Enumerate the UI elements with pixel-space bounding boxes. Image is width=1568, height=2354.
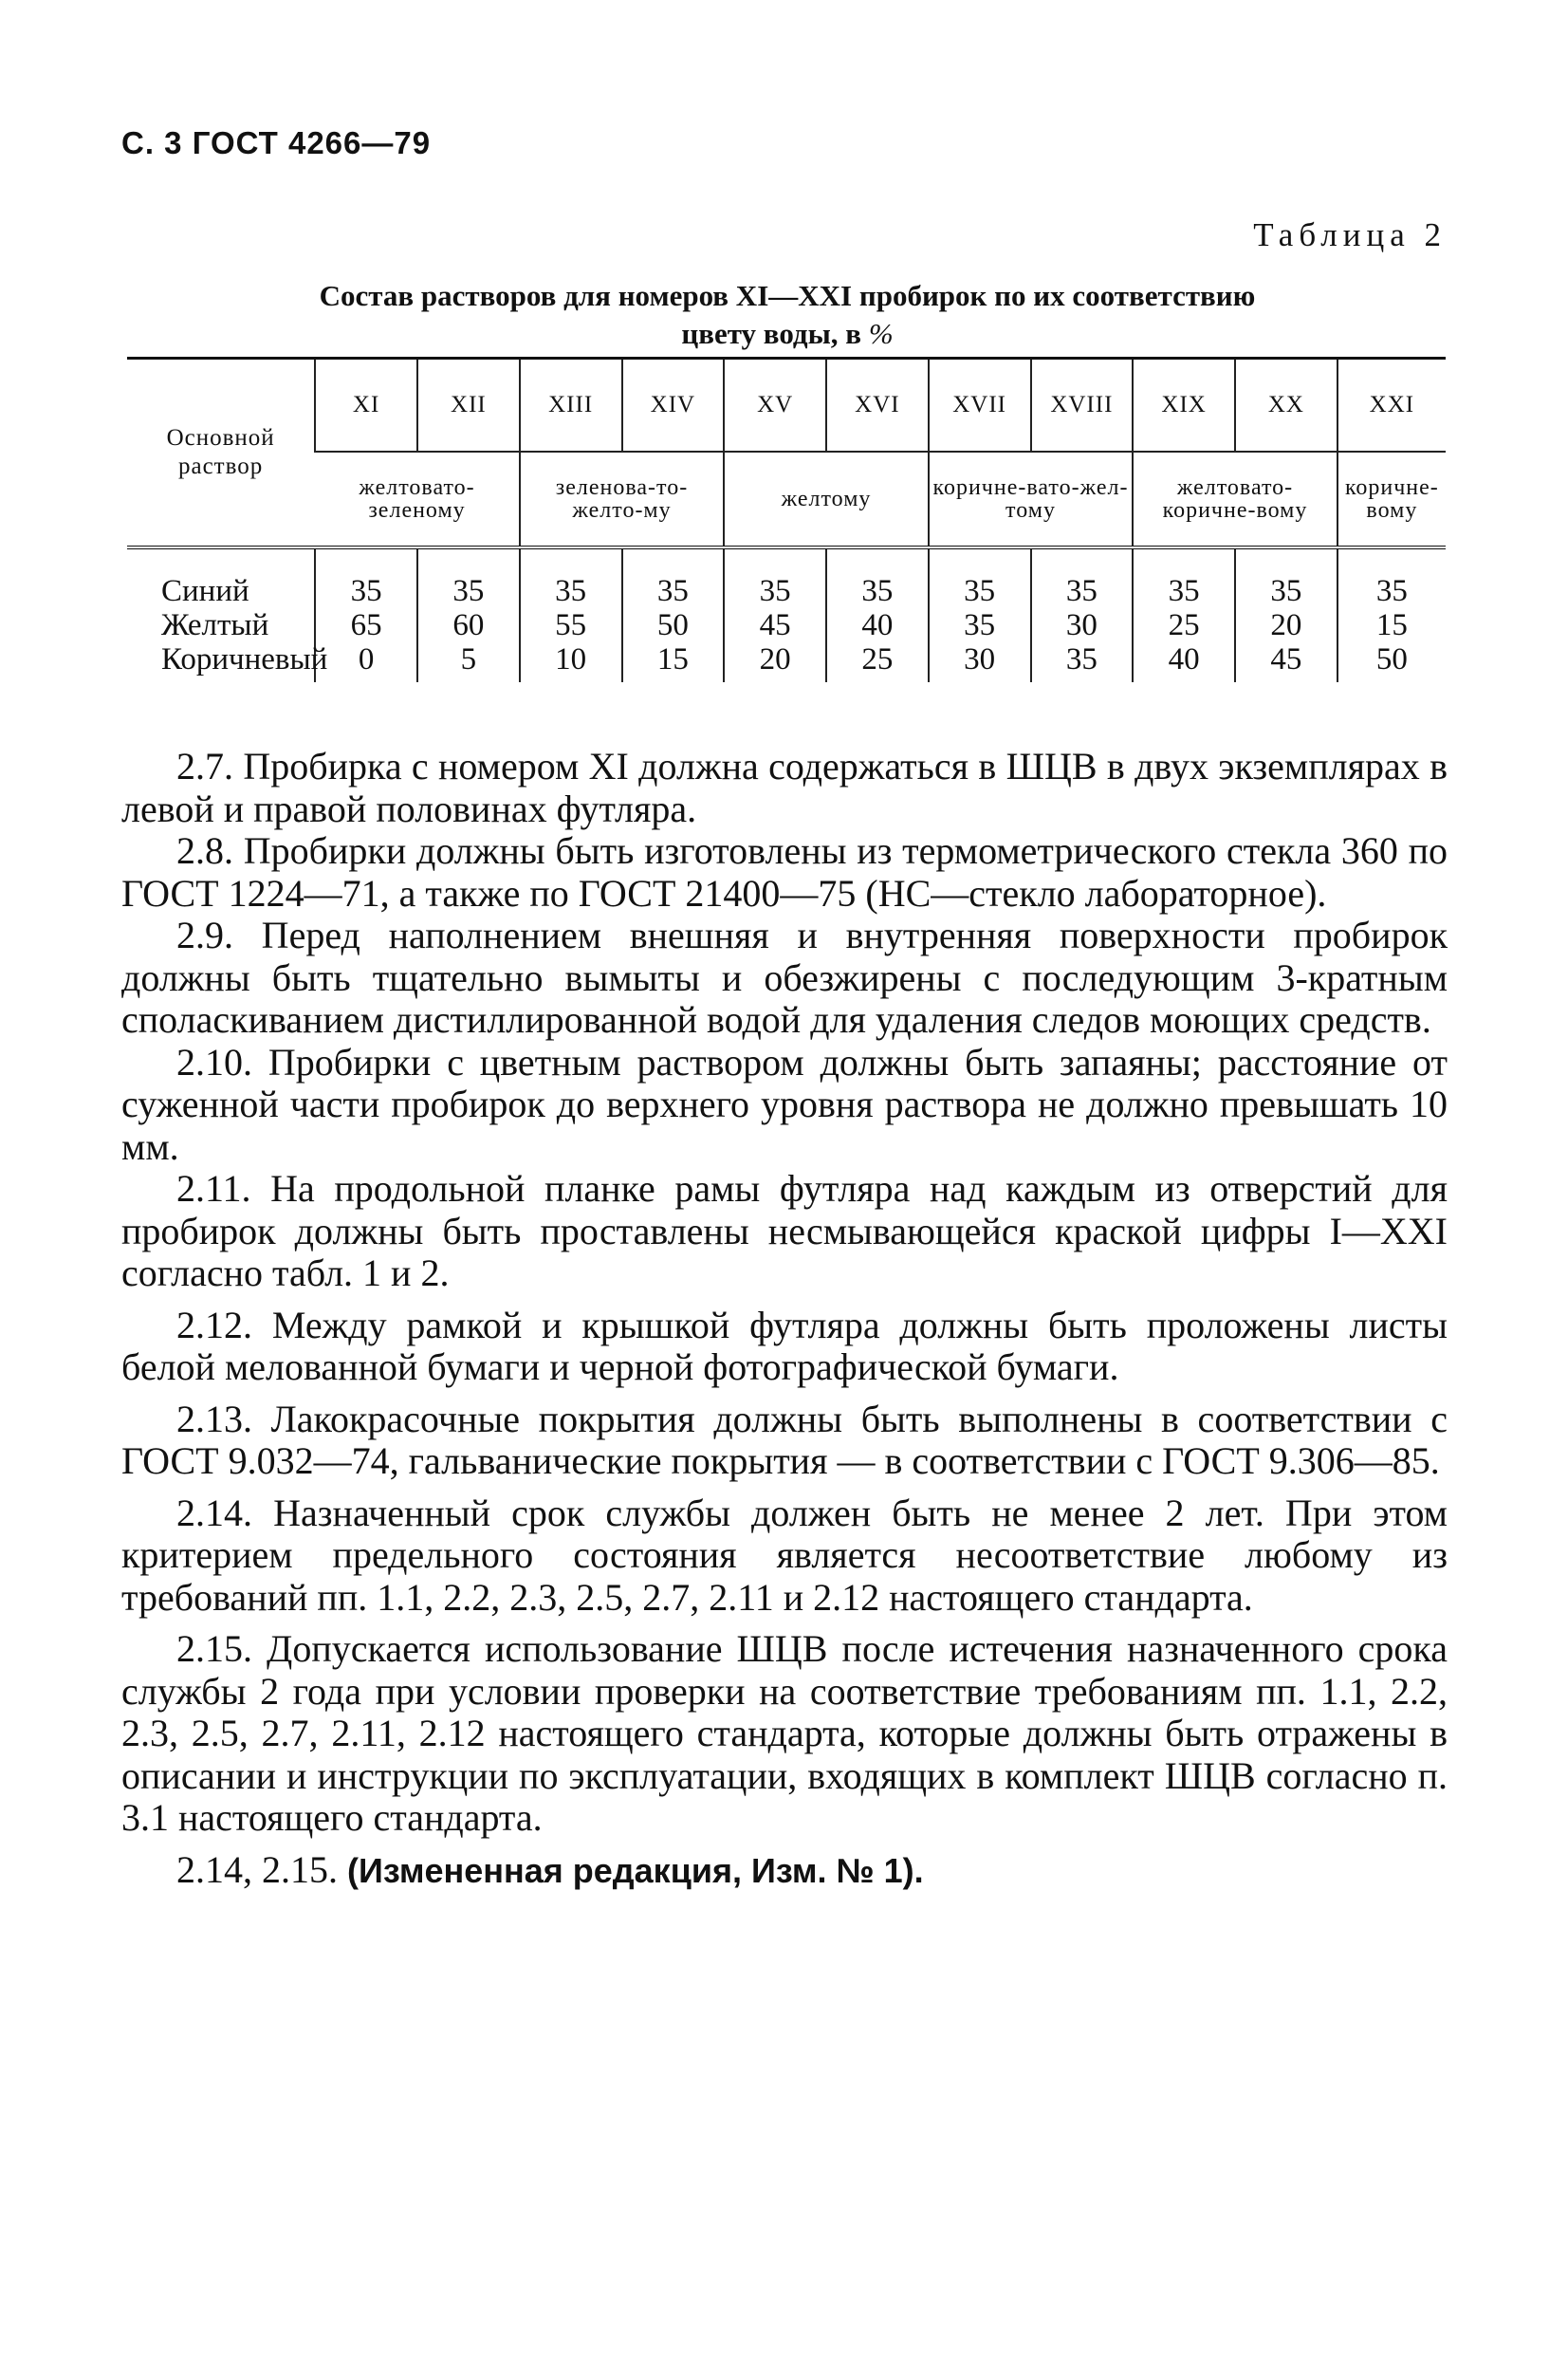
value-cell: 45 (759, 608, 791, 642)
value-cell: 25 (861, 642, 894, 677)
value-cell: 25 (1168, 608, 1200, 642)
values-cell-xvii (929, 547, 1031, 682)
value-cell: 55 (555, 608, 587, 642)
col-header-xiv: XIV (622, 359, 725, 453)
value-cell: 5 (460, 642, 477, 677)
value-cell: 15 (1375, 608, 1408, 642)
value-cell: 35 (1270, 574, 1302, 608)
table-label: Таблица 2 (1253, 216, 1447, 253)
amendment-note (121, 1849, 1448, 1893)
values-cell-xvi (826, 547, 929, 682)
col-header-xii: XII (417, 359, 520, 453)
value-cell: 35 (452, 574, 485, 608)
value-cell: 20 (759, 642, 791, 677)
paragraph-2-7: 2.7. Пробирка с номером XI должна содержаться в ШЦВ в двух экземплярах в левой и правой половинах футляра. (121, 745, 1448, 830)
paragraph-2-11: 2.11. На продольной планке рамы футляра над каждым из отверстий для пробирок должны быть проставлены несмывающейся краской цифры I—XXI согласно табл. 1 и 2. (121, 1167, 1448, 1294)
value-cell: 40 (1168, 642, 1200, 677)
col-header-xx: XX (1235, 359, 1337, 453)
value-cell: 10 (555, 642, 587, 677)
col-header-xxi: XXI (1337, 359, 1446, 453)
color-group-3: желтому (724, 452, 929, 547)
value-cell: 35 (861, 574, 894, 608)
value-cell: 35 (964, 574, 996, 608)
value-cell: 45 (1270, 642, 1302, 677)
paragraph-2-15: 2.15. Допускается использование ШЦВ после истечения назначенного срока службы 2 года при условии проверки на соответствие требованиям пп. 1.1, 2.2, 2.3, 2.5, 2.7, 2.11, 2.12 настоящего стандарта, которые должны быть отражены в описании и инструкции по эксплуатации, входящих в комплект ШЦВ согласно п. 3.1 настоящего стандарта. (121, 1627, 1448, 1839)
row-name-yellow: Желтый (161, 608, 269, 642)
value-cell: 15 (656, 642, 689, 677)
number-header-row (127, 359, 1446, 453)
color-group-1: желтовато-зеленому (315, 452, 520, 547)
value-cell: 35 (1375, 574, 1408, 608)
col-header-xix: XIX (1133, 359, 1235, 453)
value-cell: 30 (1065, 608, 1098, 642)
paragraph-2-12: 2.12. Между рамкой и крышкой футляра должны быть проложены листы белой мелованной бумаги и черной фотографической бумаги. (121, 1303, 1448, 1388)
base-solution-header: Основной раствор (127, 359, 315, 548)
body-text (121, 746, 1448, 1892)
col-header-xvi: XVI (826, 359, 929, 453)
col-header-xvii: XVII (929, 359, 1031, 453)
paragraph-2-10: 2.10. Пробирки с цветным раствором должны быть запаяны; расстояние от суженной части пробирок до верхнего уровня раствора не должно превышать 10 мм. (121, 1040, 1448, 1168)
value-cell: 35 (759, 574, 791, 608)
caption-line-1: Состав растворов для номеров XI—XXI пробирок по их соответствию (319, 279, 1256, 312)
value-cell: 65 (350, 608, 382, 642)
value-cell: 35 (555, 574, 587, 608)
composition-table (127, 357, 1446, 682)
values-cell-xxi (1337, 547, 1446, 682)
row-names-cell (127, 547, 328, 682)
table-body-row (127, 547, 1446, 682)
row-name-brown: Коричневый (161, 642, 328, 677)
col-header-xv: XV (724, 359, 826, 453)
col-header-xi: XI (315, 359, 417, 453)
values-cell-xii (417, 547, 520, 682)
paragraph-2-14: 2.14. Назначенный срок службы должен быть не менее 2 лет. При этом критерием предельного состояния является несоответствие любому из требований пп. 1.1, 2.2, 2.3, 2.5, 2.7, 2.11 и 2.12 настоящего стандарта. (121, 1491, 1448, 1619)
value-cell: 35 (350, 574, 382, 608)
col-header-xiii: XIII (520, 359, 622, 453)
values-cell-xiii (520, 547, 622, 682)
values-cell-xi (315, 547, 417, 682)
amendment-note-bold: (Измененная редакция, Изм. № 1). (347, 1850, 924, 1890)
row-name-blue: Синий (161, 574, 249, 608)
col-header-xviii: XVIII (1031, 359, 1134, 453)
paragraph-2-8: 2.8. Пробирки должны быть изготовлены из термометрического стекла 360 по ГОСТ 1224—71, а также по ГОСТ 21400—75 (НС—стекло лабораторное). (121, 829, 1448, 915)
page-header: С. 3 ГОСТ 4266—79 (121, 125, 432, 160)
color-group-5: желтовато-коричне-вому (1133, 452, 1337, 547)
value-cell: 0 (358, 642, 375, 677)
values-cell-xix (1133, 547, 1235, 682)
values-cell-xviii (1031, 547, 1134, 682)
value-cell: 20 (1270, 608, 1302, 642)
color-header-row (127, 452, 1446, 547)
color-group-2: зеленова-то-желто-му (520, 452, 725, 547)
value-cell: 35 (964, 608, 996, 642)
table-caption (133, 277, 1442, 353)
value-cell: 35 (656, 574, 689, 608)
amendment-note-prefix: 2.14, 2.15. (176, 1847, 347, 1891)
value-cell: 60 (452, 608, 485, 642)
value-cell: 35 (1168, 574, 1200, 608)
color-group-4: коричне-вато-жел-тому (929, 452, 1134, 547)
values-cell-xv (724, 547, 826, 682)
paragraph-2-13: 2.13. Лакокрасочные покрытия должны быть выполнены в соответствии с ГОСТ 9.032—74, гальванические покрытия — в соответствии с ГОСТ 9.306—85. (121, 1397, 1448, 1482)
value-cell: 30 (964, 642, 996, 677)
value-cell: 40 (861, 608, 894, 642)
values-cell-xiv (622, 547, 725, 682)
caption-percent: % (868, 317, 894, 350)
value-cell: 50 (1375, 642, 1408, 677)
values-cell-xx (1235, 547, 1337, 682)
value-cell: 35 (1065, 574, 1098, 608)
caption-line-2-text: цвету воды, в (681, 317, 869, 350)
value-cell: 50 (656, 608, 689, 642)
paragraph-2-9: 2.9. Перед наполнением внешняя и внутренняя поверхности пробирок должны быть тщательно вымыты и обезжирены с последующим 3-кратным споласкиванием дистиллированной водой для удаления следов моющих средств. (121, 914, 1448, 1041)
color-group-6: коричне-вому (1337, 452, 1446, 547)
caption-line-2 (133, 315, 1442, 353)
value-cell: 35 (1065, 642, 1098, 677)
